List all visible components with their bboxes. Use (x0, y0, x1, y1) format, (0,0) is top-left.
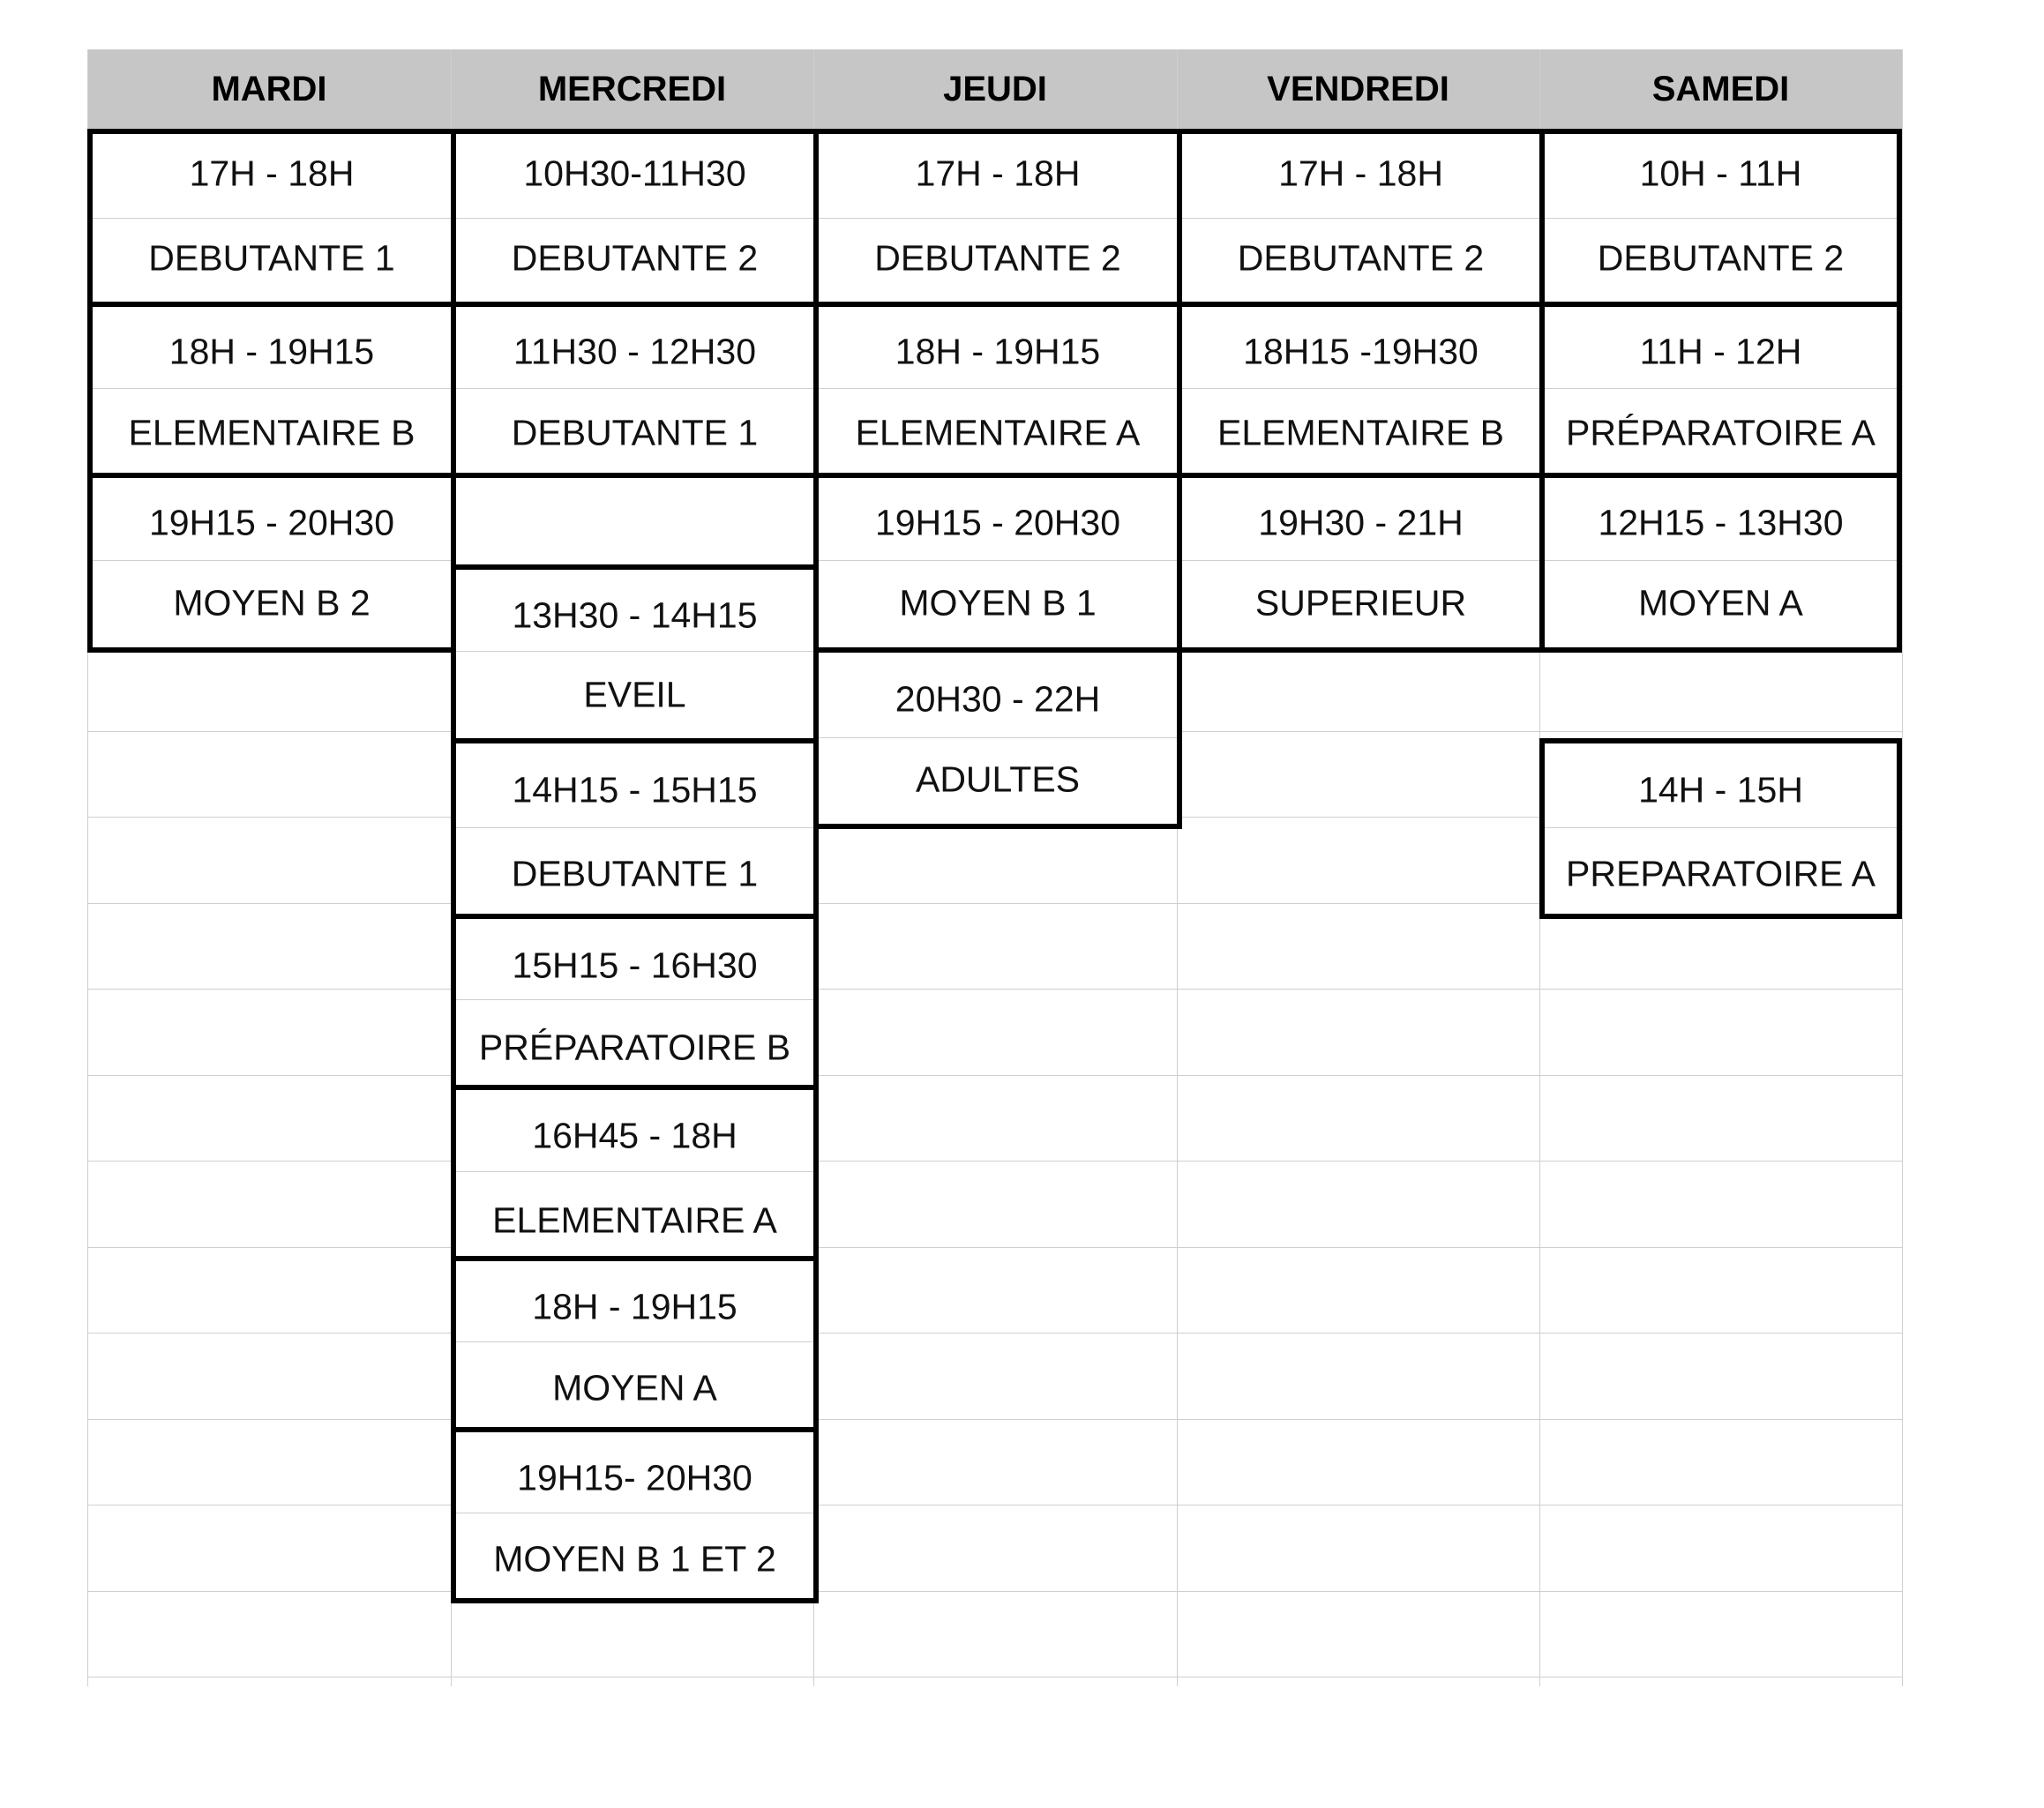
slot-time: 19H15 - 20H30 (148, 502, 395, 543)
slot-time: 15H15 - 16H30 (512, 945, 758, 986)
slot-level: DEBUTANTE 1 (148, 237, 395, 279)
slot-level: ADULTES (915, 758, 1081, 800)
class-slot (451, 129, 819, 307)
class-slot (451, 914, 819, 1090)
slot-level: DEBUTANTE 2 (1237, 237, 1485, 279)
slot-level: MOYEN B 1 ET 2 (493, 1538, 776, 1580)
slot-level: MOYEN B 1 (899, 582, 1097, 624)
slot-level: ELEMENTAIRE B (1217, 412, 1505, 453)
slot-level: MOYEN B 2 (173, 582, 371, 624)
class-slot (451, 302, 819, 478)
slot-level: ELEMENTAIRE B (128, 412, 416, 453)
grid-row-line (87, 989, 1902, 990)
slot-time: 13H30 - 14H15 (512, 594, 758, 636)
slot-time: 10H - 11H (1639, 153, 1802, 194)
grid-row-line (87, 1247, 1902, 1248)
slot-level: DEBUTANTE 1 (511, 412, 759, 453)
slot-time: 17H - 18H (915, 153, 1081, 194)
header-mardi: MARDI (87, 49, 451, 129)
grid-row-line (87, 1161, 1902, 1162)
slot-level: PRÉPARATOIRE A (1566, 412, 1876, 453)
slot-level: MOYEN A (552, 1367, 717, 1408)
class-slot (1177, 302, 1545, 478)
slot-time: 12H15 - 13H30 (1598, 502, 1844, 543)
slot-level: PRÉPARATOIRE B (478, 1027, 791, 1068)
class-slot (1539, 129, 1902, 307)
slot-level: ELEMENTAIRE A (492, 1199, 777, 1241)
grid-row-line (87, 1333, 1902, 1334)
class-slot (1539, 473, 1902, 653)
header-jeudi: JEUDI (813, 49, 1177, 129)
slot-time: 18H - 19H15 (895, 331, 1101, 372)
class-slot (813, 129, 1182, 307)
slot-time: 16H45 - 18H (532, 1115, 737, 1156)
slot-time: 18H - 19H15 (168, 331, 375, 372)
class-slot (813, 473, 1182, 653)
slot-time: 18H - 19H15 (532, 1286, 737, 1327)
slot-time: 14H15 - 15H15 (512, 769, 758, 811)
slot-time: 19H15- 20H30 (517, 1457, 752, 1498)
slot-time: 17H - 18H (1278, 153, 1443, 194)
grid-row-line (87, 1591, 1902, 1592)
slot-level: DEBUTANTE 1 (511, 853, 759, 894)
slot-time: 20H30 - 22H (895, 678, 1101, 720)
class-slot (451, 1085, 819, 1261)
class-slot (1177, 129, 1545, 307)
header-samedi: SAMEDI (1539, 49, 1902, 129)
slot-level: ELEMENTAIRE A (855, 412, 1141, 453)
header-mercredi: MERCREDI (451, 49, 813, 129)
slot-time: 18H15 -19H30 (1243, 331, 1479, 372)
grid-row-line (87, 1419, 1902, 1420)
class-slot (813, 647, 1182, 829)
class-slot (451, 1427, 819, 1603)
class-slot (451, 564, 819, 743)
slot-time: 19H30 - 21H (1258, 502, 1464, 543)
class-slot (87, 302, 456, 478)
slot-time: 17H - 18H (189, 153, 355, 194)
slot-time: 11H - 12H (1639, 331, 1802, 372)
grid-column-line (1902, 49, 1903, 1686)
slot-level: DEBUTANTE 2 (874, 237, 1121, 279)
grid-row-line (87, 1075, 1902, 1076)
slot-level: DEBUTANTE 2 (511, 237, 759, 279)
slot-time: 10H30-11H30 (523, 153, 746, 194)
class-slot-empty (451, 473, 819, 570)
slot-level: PREPARATOIRE A (1566, 853, 1876, 894)
slot-level: DEBUTANTE 2 (1597, 237, 1845, 279)
header-vendredi: VENDREDI (1177, 49, 1539, 129)
class-slot (451, 1256, 819, 1432)
class-slot (1177, 473, 1545, 653)
slot-time: 19H15 - 20H30 (874, 502, 1121, 543)
slot-level: EVEIL (583, 674, 686, 715)
class-slot (813, 302, 1182, 478)
class-slot (1539, 738, 1902, 919)
slot-level: SUPERIEUR (1254, 582, 1467, 624)
class-slot (87, 473, 456, 653)
slot-time: 14H - 15H (1638, 769, 1803, 811)
class-slot (87, 129, 456, 307)
schedule-table (87, 49, 1898, 1687)
slot-time: 11H30 - 12H30 (513, 331, 757, 372)
slot-level: MOYEN A (1638, 582, 1803, 624)
class-slot (1539, 302, 1902, 478)
class-slot (451, 738, 819, 919)
